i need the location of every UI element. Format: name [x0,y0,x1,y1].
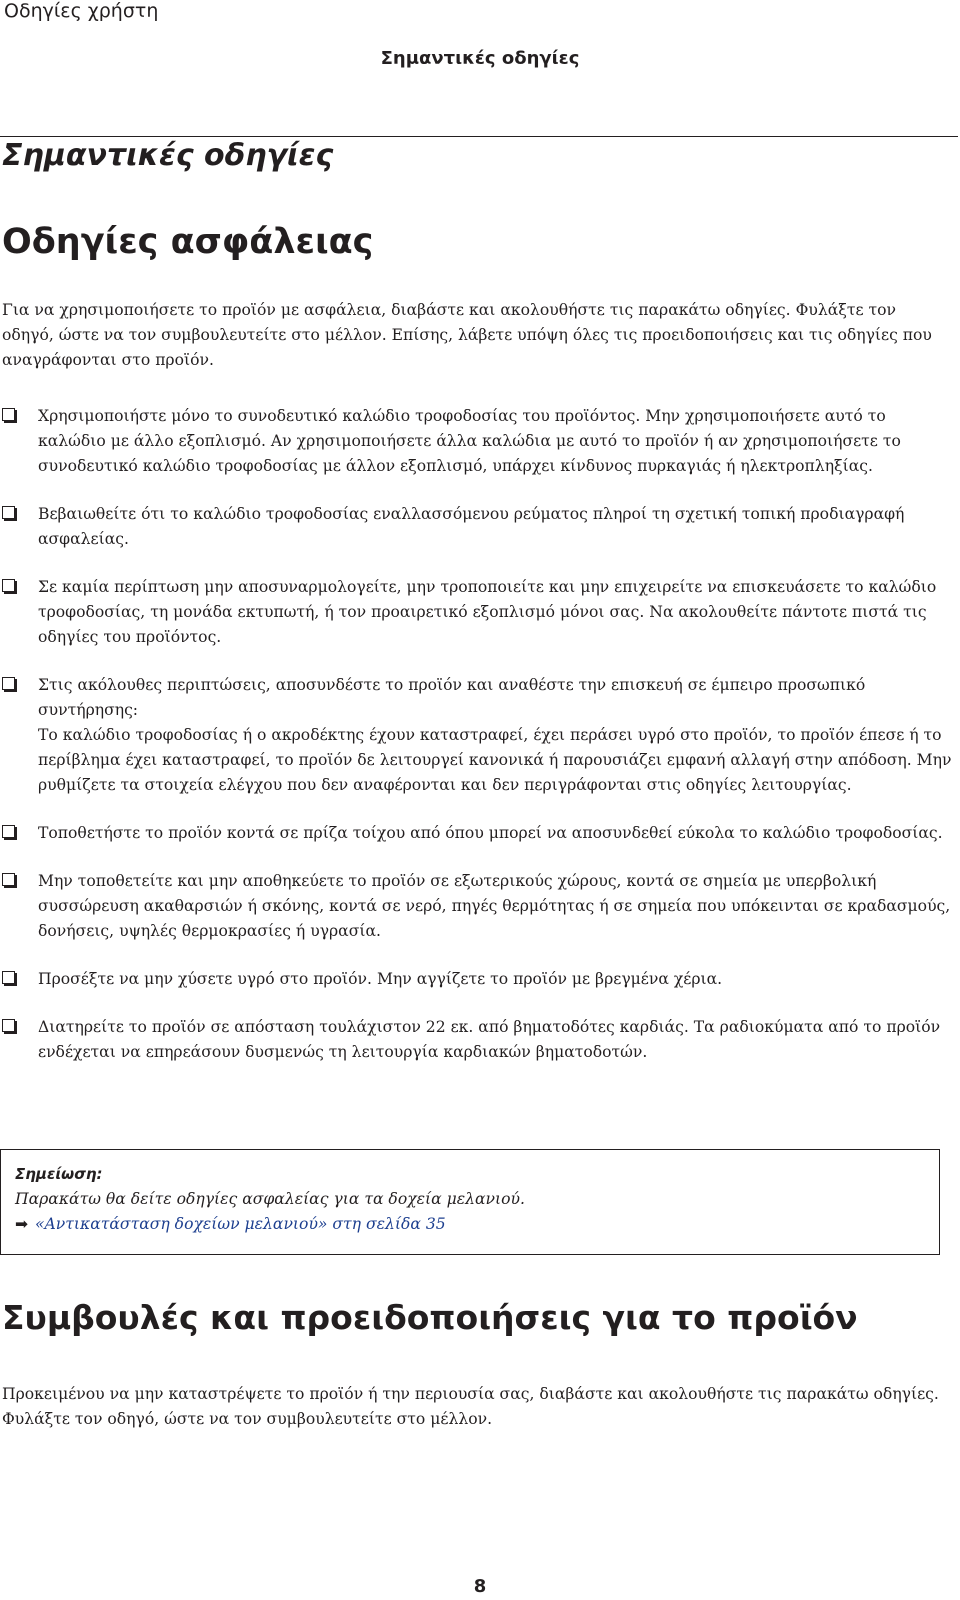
note-text: Παρακάτω θα δείτε οδηγίες ασφαλείας για τα δοχεία μελανιού. [15,1190,525,1208]
running-header-section: Σημαντικές οδηγίες [380,48,580,69]
arrow-right-icon: ➡ [15,1215,29,1233]
product-tips-intro-paragraph: Προκειμένου να μην καταστρέψετε το προϊόν ή την περιουσία σας, διαβάστε και ακολουθήστε τις παρακάτω οδηγίες. Φυλάξτε τον οδηγό, ώστε να τον συμβουλευτείτε στο μέλλον. [2,1385,939,1428]
ink-cartridge-replacement-link[interactable]: «Αντικατάσταση δοχείων μελανιού» στη σελίδα 35 [35,1215,446,1233]
list-item-text: Σε καμία περίπτωση μην αποσυναρμολογείτε, μην τροποποιείτε και μην επιχειρείτε να επισκευάσετε το καλώδιο τροφοδοσίας, τη μονάδα εκτυπωτή, ή τον προαιρετικό εξοπλισμό μόνοι σας. Να ακολουθείτε πάντοτε πιστά τις οδηγίες του προϊόντος. [38,578,937,646]
header-divider [0,136,958,137]
note-link-row [15,1212,925,1237]
chapter-title: Σημαντικές οδηγίες [2,138,334,173]
checkbox-bullet-icon [2,677,15,690]
list-item-text: Στις ακόλουθες περιπτώσεις, αποσυνδέστε το προϊόν και αναθέστε την επισκευή σε έμπειρο προσωπικό συντήρησης: [38,676,866,719]
checkbox-bullet-icon [2,408,15,421]
note-box [0,1149,940,1255]
list-item-text: Μην τοποθετείτε και μην αποθηκεύετε το προϊόν σε εξωτερικούς χώρους, κοντά σε σημεία με υπερβολική συσσώρευση ακαθαρσιών ή σκόνης, κοντά σε νερό, πηγές θερμότητας ή σε σημεία που υπόκεινται σε κραδασμούς, δονήσεις, υψηλές θερμοκρασίες ή υγρασία. [38,872,951,940]
checkbox-bullet-icon [2,1019,15,1032]
section-title-product-tips: Συμβουλές και προειδοποιήσεις για το προϊόν [2,1298,858,1337]
checkbox-bullet-icon [2,825,15,838]
list-item-text: Βεβαιωθείτε ότι το καλώδιο τροφοδοσίας εναλλασσόμενου ρεύματος πληροί τη σχετική τοπική προδιαγραφή ασφαλείας. [38,505,905,548]
list-item [2,673,954,798]
page-number: 8 [473,1576,487,1597]
checkbox-bullet-icon [2,873,15,886]
safety-intro-paragraph: Για να χρησιμοποιήσετε το προϊόν με ασφάλεια, διαβάστε και ακολουθήστε τις παρακάτω οδηγίες. Φυλάξτε τον οδηγό, ώστε να τον συμβουλευτείτε στο μέλλον. Επίσης, λάβετε υπόψη όλες τις προειδοποιήσεις και τις οδηγίες που αναγράφονται στο προϊόν. [2,301,932,369]
note-title: Σημείωση: [15,1165,103,1183]
checkbox-bullet-icon [2,579,15,592]
list-item [2,404,954,479]
list-item [2,821,954,846]
checkbox-bullet-icon [2,971,15,984]
list-item [2,1015,954,1065]
list-item [2,575,954,650]
list-item-extra-text: Το καλώδιο τροφοδοσίας ή ο ακροδέκτης έχουν καταστραφεί, έχει περάσει υγρό στο προϊόν, το προϊόν έπεσε ή το περίβλημα έχει καταστραφεί, το προϊόν δε λειτουργεί κανονικά ή παρουσιάζει εμφανή αλλαγή στην απόδοση. Μην ρυθμίζετε τα στοιχεία ελέγχου που δεν αναφέρονται και δεν περιγράφονται στις οδηγίες λειτουργίας. [38,726,952,794]
list-item-text: Διατηρείτε το προϊόν σε απόσταση τουλάχιστον 22 εκ. από βηματοδότες καρδιάς. Τα ραδιοκύματα από το προϊόν ενδέχεται να επηρεάσουν δυσμενώς τη λειτουργία καρδιακών βηματοδοτών. [38,1018,941,1061]
running-header-title: Οδηγίες χρήστη [4,0,159,22]
list-item-text: Χρησιμοποιήστε μόνο το συνοδευτικό καλώδιο τροφοδοσίας του προϊόντος. Μην χρησιμοποιήσετε αυτό το καλώδιο με άλλο εξοπλισμό. Αν χρησιμοποιήσετε άλλα καλώδια με αυτό το προϊόν ή αν χρησιμοποιήσετε το συνοδευτικό καλώδιο τροφοδοσίας με άλλον εξοπλισμό, υπάρχει κίνδυνος πυρκαγιάς ή ηλεκτροπληξίας. [38,407,901,475]
list-item-text: Προσέξτε να μην χύσετε υγρό στο προϊόν. Μην αγγίζετε το προϊόν με βρεγμένα χέρια. [38,970,723,988]
checkbox-bullet-icon [2,506,15,519]
section-title-safety: Οδηγίες ασφάλειας [2,222,374,262]
list-item [2,502,954,552]
list-item-text: Τοποθετήστε το προϊόν κοντά σε πρίζα τοίχου από όπου μπορεί να αποσυνδεθεί εύκολα το καλώδιο τροφοδοσίας. [38,824,943,842]
list-item [2,967,954,992]
safety-instructions-list [2,404,954,1088]
list-item [2,869,954,944]
